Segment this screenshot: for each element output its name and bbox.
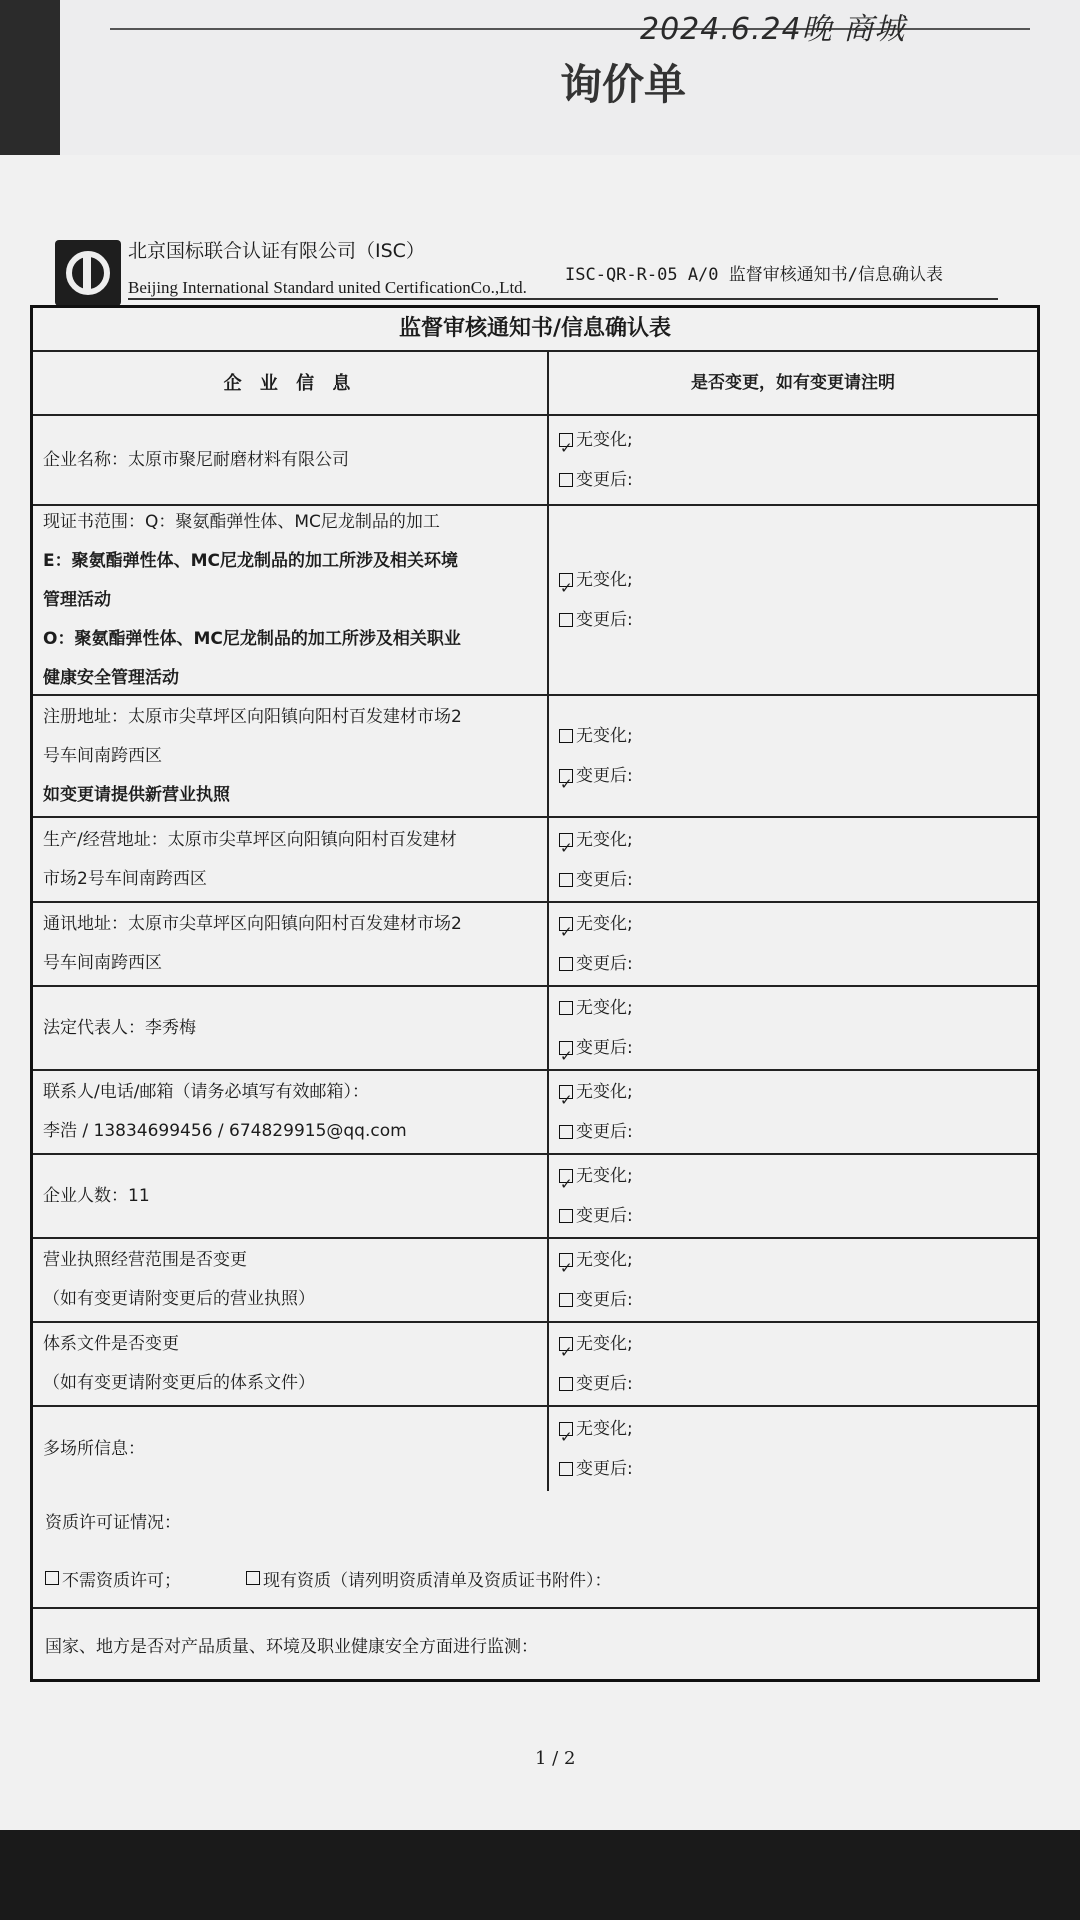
- checkbox-label: 无变化;: [576, 1166, 633, 1186]
- change-options: [549, 818, 1037, 901]
- checkbox-icon: [559, 833, 573, 847]
- change-options: [549, 1323, 1037, 1405]
- checkbox-changed[interactable]: [559, 600, 1027, 640]
- checkbox-icon: [559, 473, 573, 487]
- info-line: 健康安全管理活动: [43, 667, 179, 688]
- checkbox-label: 无变化;: [576, 1250, 633, 1270]
- checkbox-icon: [559, 1209, 573, 1223]
- checkbox-changed[interactable]: [559, 1196, 1027, 1236]
- checkbox-changed[interactable]: [559, 860, 1027, 900]
- checkbox-changed[interactable]: [559, 1112, 1027, 1152]
- info-line: 多场所信息：: [43, 1438, 145, 1459]
- header-company-info: 企 业 信 息: [33, 352, 549, 414]
- checkbox-unchanged[interactable]: [559, 1409, 1027, 1449]
- checkbox-changed[interactable]: [559, 1280, 1027, 1320]
- info-row-label: [33, 696, 549, 816]
- info-row-label: [33, 1407, 549, 1491]
- qualification-row: [33, 1491, 1037, 1609]
- monitoring-label: 国家、地方是否对产品质量、环境及职业健康安全方面进行监测：: [45, 1636, 538, 1657]
- info-line: E：聚氨酯弹性体、MC尼龙制品的加工所涉及相关环境: [43, 550, 459, 571]
- info-row-label: [33, 1239, 549, 1321]
- table-header-row: [33, 352, 1037, 416]
- org-name-cn: 北京国标联合认证有限公司（ISC）: [128, 240, 425, 262]
- info-row-label: [33, 416, 549, 504]
- checkbox-icon: [559, 433, 573, 447]
- checkbox-label: 无变化;: [576, 914, 633, 934]
- checkbox-icon: [559, 1001, 573, 1015]
- checkbox-label: 无变化;: [576, 1334, 633, 1354]
- checkbox-unchanged[interactable]: [559, 716, 1027, 756]
- checkbox-label: 变更后:: [576, 869, 633, 890]
- info-row: [33, 696, 1037, 818]
- info-row: [33, 416, 1037, 506]
- checkbox-no-qualification[interactable]: 不需资质许可；: [45, 1566, 181, 1591]
- table-surface: [0, 1830, 1080, 1920]
- checkbox-label: 变更后:: [576, 1290, 633, 1310]
- document-code: ISC-QR-R-05 A/0 监督审核通知书/信息确认表: [565, 265, 943, 285]
- header-change-note: 是否变更，如有变更请注明: [691, 373, 895, 393]
- info-row-label: [33, 903, 549, 985]
- change-options: [549, 416, 1037, 504]
- checkbox-label: 变更后:: [576, 1038, 633, 1058]
- change-options: [549, 1239, 1037, 1321]
- checkbox-label: 无变化;: [576, 1082, 633, 1102]
- info-line: 号车间南跨西区: [43, 953, 162, 973]
- info-row: [33, 506, 1037, 696]
- checkbox-icon: [559, 873, 573, 887]
- info-line: 营业执照经营范围是否变更: [43, 1250, 247, 1270]
- checkbox-icon: [559, 1085, 573, 1099]
- info-row: [33, 1323, 1037, 1407]
- info-row: [33, 1239, 1037, 1323]
- checkbox-changed[interactable]: [559, 756, 1027, 796]
- checkbox-label: 变更后:: [576, 1122, 633, 1142]
- checkbox-label: 变更后:: [576, 1374, 633, 1394]
- info-row: [33, 903, 1037, 987]
- checkbox-label: 无变化;: [576, 1419, 633, 1439]
- info-line: 如变更请提供新营业执照: [43, 784, 230, 805]
- info-line: 市场2号车间南跨西区: [43, 868, 207, 889]
- info-line: 管理活动: [43, 589, 111, 610]
- checkbox-icon: [559, 573, 573, 587]
- info-line: 法定代表人：李秀梅: [43, 1017, 196, 1038]
- checkbox-unchanged[interactable]: [559, 1240, 1027, 1280]
- info-line: 企业人数：11: [43, 1185, 150, 1206]
- checkbox-icon: [559, 1169, 573, 1183]
- checkbox-label: 无变化;: [576, 726, 633, 746]
- change-options: [549, 1155, 1037, 1237]
- change-options: [549, 1407, 1037, 1491]
- info-line: 企业名称：太原市聚尼耐磨材料有限公司: [43, 449, 349, 470]
- info-line: 号车间南跨西区: [43, 745, 162, 766]
- background-sheet-title: 询价单: [560, 60, 687, 109]
- checkbox-changed[interactable]: [559, 944, 1027, 984]
- checkbox-icon: [559, 1125, 573, 1139]
- checkbox-existing-qualification[interactable]: 现有资质（请列明资质清单及资质证书附件）：: [246, 1566, 612, 1591]
- checkbox-unchanged[interactable]: [559, 820, 1027, 860]
- checkbox-label: 无变化;: [576, 829, 633, 850]
- info-row: [33, 818, 1037, 903]
- checkbox-icon: [559, 1253, 573, 1267]
- handwritten-note: 2024.6.24晚 商城: [640, 12, 906, 47]
- info-line: （如有变更请附变更后的体系文件）: [43, 1373, 315, 1393]
- letterhead-rule: [128, 298, 998, 300]
- checkbox-label: 无变化;: [576, 430, 633, 450]
- change-options: [549, 1071, 1037, 1153]
- checkbox-icon: [559, 613, 573, 627]
- checkbox-icon: [559, 1422, 573, 1436]
- checkbox-icon: [559, 957, 573, 971]
- info-row-label: [33, 506, 549, 694]
- checkbox-icon: [559, 1462, 573, 1476]
- info-line: 李浩 / 13834699456 / 674829915@qq.com: [43, 1121, 407, 1141]
- info-row-label: [33, 1071, 549, 1153]
- checkbox-icon: [559, 1337, 573, 1351]
- checkbox-changed[interactable]: [559, 460, 1027, 500]
- table-title: 监督审核通知书/信息确认表: [33, 308, 1037, 352]
- monitoring-row: [33, 1609, 1037, 1679]
- checkbox-changed[interactable]: [559, 1449, 1027, 1489]
- checkbox-label: 无变化;: [576, 998, 633, 1018]
- checkbox-unchanged[interactable]: [559, 1156, 1027, 1196]
- change-options: [549, 696, 1037, 816]
- info-row: [33, 1155, 1037, 1239]
- page-number: 1 / 2: [535, 1748, 576, 1769]
- info-row-label: [33, 818, 549, 901]
- checkbox-icon: [559, 769, 573, 783]
- checkbox-label: 变更后:: [576, 954, 633, 974]
- checkbox-label: 变更后:: [576, 1206, 633, 1226]
- checkbox-unchanged[interactable]: [559, 1072, 1027, 1112]
- info-line: 通讯地址：太原市尖草坪区向阳镇向阳村百发建材市场2: [43, 914, 462, 934]
- change-options: [549, 903, 1037, 985]
- checkbox-unchanged[interactable]: [559, 988, 1027, 1028]
- checkbox-unchanged[interactable]: [559, 1324, 1027, 1364]
- checkbox-changed[interactable]: [559, 1028, 1027, 1068]
- info-row-label: [33, 1155, 549, 1237]
- info-row: [33, 1407, 1037, 1491]
- org-name-en: Beijing International Standard united CertificationCo.,Ltd.: [128, 278, 527, 297]
- change-options: [549, 987, 1037, 1069]
- checkbox-label: 变更后:: [576, 1459, 633, 1479]
- checkbox-unchanged[interactable]: [559, 560, 1027, 600]
- checkbox-label: 变更后:: [576, 610, 633, 630]
- confirmation-table: [30, 305, 1040, 1682]
- checkbox-label: 变更后:: [576, 766, 633, 786]
- change-options: [549, 506, 1037, 694]
- info-row: [33, 1071, 1037, 1155]
- info-line: 现证书范围：Q：聚氨酯弹性体、MC尼龙制品的加工: [43, 511, 440, 532]
- info-line: （如有变更请附变更后的营业执照）: [43, 1289, 315, 1309]
- info-line: 注册地址：太原市尖草坪区向阳镇向阳村百发建材市场2: [43, 706, 462, 727]
- checkbox-icon: [559, 1293, 573, 1307]
- checkbox-label: 无变化;: [576, 570, 633, 590]
- info-line: 生产/经营地址：太原市尖草坪区向阳镇向阳村百发建材: [43, 829, 457, 850]
- checkbox-icon: [559, 729, 573, 743]
- info-row-label: [33, 987, 549, 1069]
- checkbox-icon: [559, 1041, 573, 1055]
- checkbox-unchanged[interactable]: [559, 420, 1027, 460]
- checkbox-unchanged[interactable]: [559, 904, 1027, 944]
- checkbox-label: 变更后:: [576, 470, 633, 490]
- checkbox-changed[interactable]: [559, 1364, 1027, 1404]
- info-line: 体系文件是否变更: [43, 1334, 179, 1354]
- checkbox-icon: [559, 1377, 573, 1391]
- info-row-label: [33, 1323, 549, 1405]
- checkbox-icon: [559, 917, 573, 931]
- qualification-label: 资质许可证情况：: [45, 1512, 181, 1533]
- info-row: [33, 987, 1037, 1071]
- isc-logo: [55, 240, 121, 306]
- info-line: O：聚氨酯弹性体、MC尼龙制品的加工所涉及相关职业: [43, 628, 461, 649]
- info-line: 联系人/电话/邮箱（请务必填写有效邮箱）：: [43, 1082, 369, 1102]
